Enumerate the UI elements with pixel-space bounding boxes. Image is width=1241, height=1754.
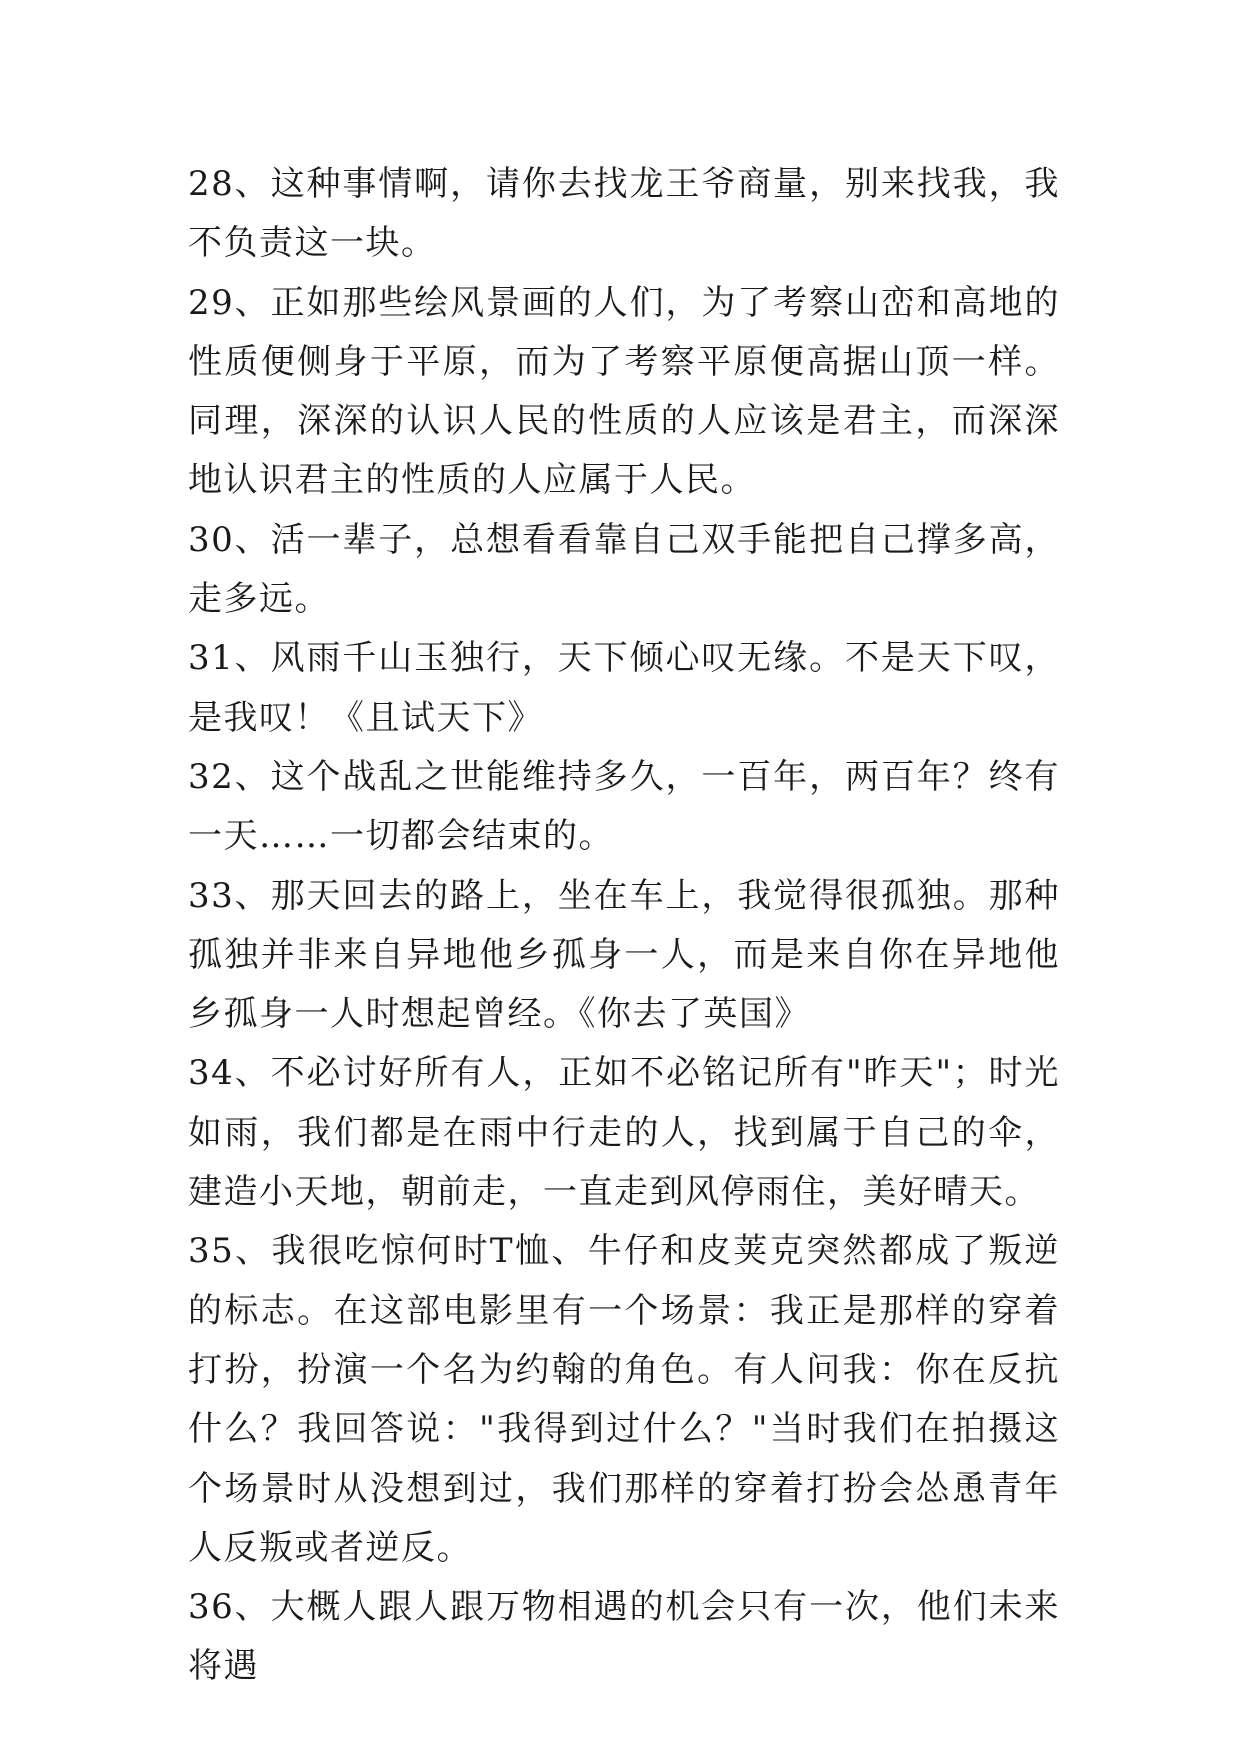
quote-entry-28: 28、这种事情啊，请你去找龙王爷商量，别来找我，我不负责这一块。 — [188, 164, 1060, 264]
quote-entry-35: 35、我很吃惊何时T恤、牛仔和皮荚克突然都成了叛逆的标志。在这部电影里有一个场景：我正是那样的穿着打扮，扮演一个名为约翰的角色。有人问我：你在反抗什么？我回答说："我得到过什么？"当时我们在拍摄这个场景时从没想到过，我们那样的穿着打扮会怂恿青年人反叛或者逆反。 — [188, 1231, 1060, 1568]
quote-entry-29: 29、正如那些绘风景画的人们，为了考察山峦和高地的性质便侧身于平原，而为了考察平原便高据山顶一样。同理，深深的认识人民的性质的人应该是君主，而深深地认识君主的性质的人应属于人民。 — [188, 282, 1060, 501]
quote-entry-33: 33、那天回去的路上，坐在车上，我觉得很孤独。那种孤独并非来自异地他乡孤身一人，而是来自你在异地他乡孤身一人时想起曾经。《你去了英国》 — [188, 875, 1060, 1035]
quote-entry-36: 36、大概人跟人跟万物相遇的机会只有一次，他们未来将遇 — [188, 1587, 1060, 1687]
quote-entry-32: 32、这个战乱之世能维持多久，一百年，两百年？终有一天……一切都会结束的。 — [188, 756, 1060, 857]
quote-entry-34: 34、不必讨好所有人，正如不必铭记所有"昨天"；时光如雨，我们都是在雨中行走的人，找到属于自己的伞，建造小天地，朝前走，一直走到风停雨住，美好晴天。 — [188, 1053, 1060, 1213]
quote-entry-30: 30、活一辈子，总想看看靠自己双手能把自己撑多高，走多远。 — [188, 519, 1060, 620]
quote-entry-31: 31、风雨千山玉独行，天下倾心叹无缘。不是天下叹，是我叹！《且试天下》 — [188, 638, 1060, 738]
document-body — [188, 155, 1060, 1697]
